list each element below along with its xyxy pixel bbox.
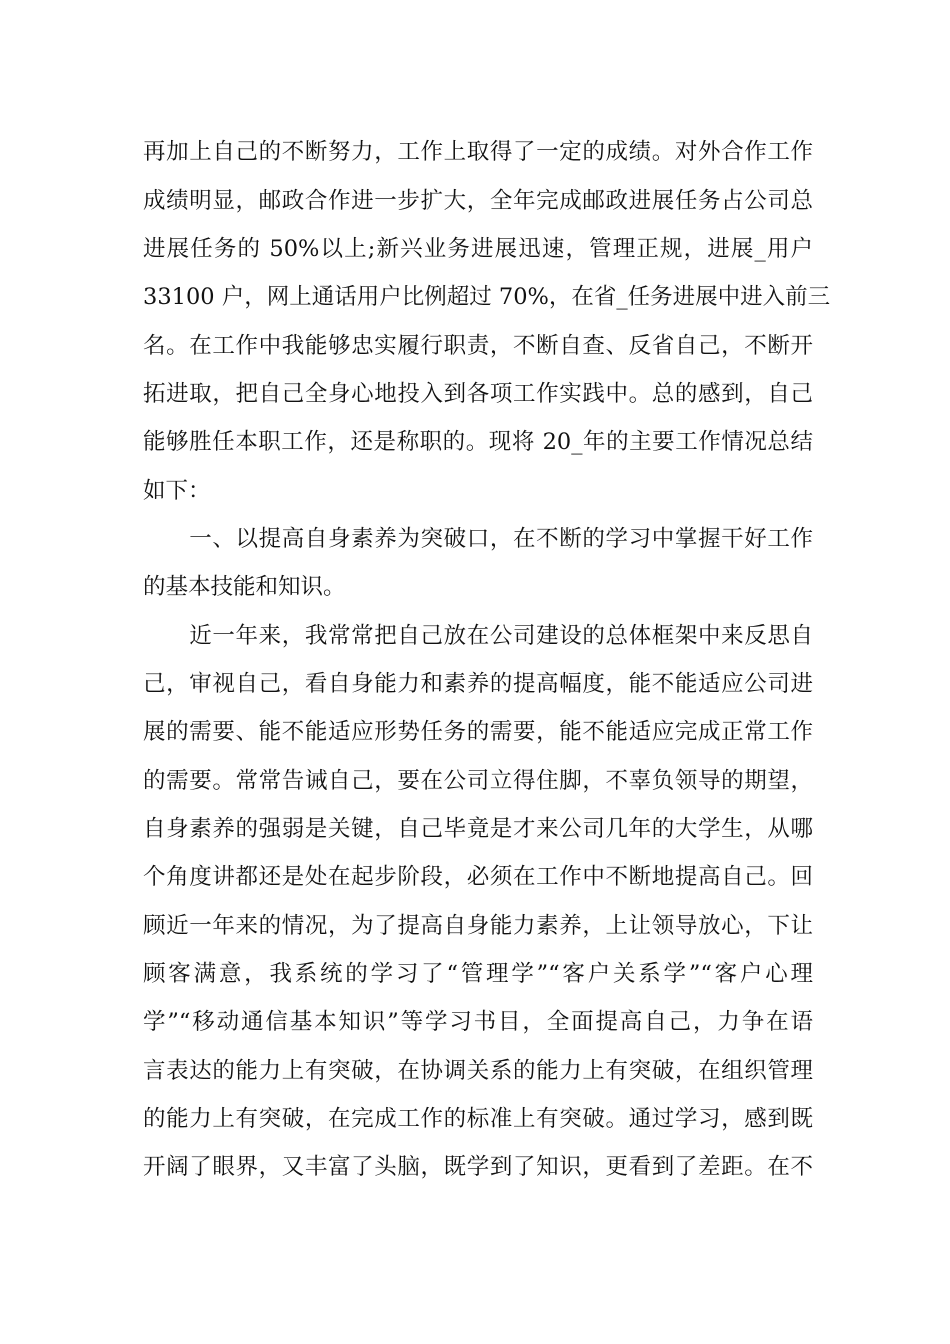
text-line-17: 顾近一年来的情况，为了提高自身能力素养，上让领导放心，下让 — [143, 913, 813, 939]
text-line-14: 的需要。常常告诫自己，要在公司立得住脚，不辜负领导的期望， — [143, 768, 813, 794]
text-line-11: 近一年来，我常常把自己放在公司建设的总体框架中来反思自 — [143, 623, 813, 649]
text-line-12: 己，审视自己，看自身能力和素养的提高幅度，能不能适应公司进 — [143, 671, 813, 697]
section-heading-line-2: 的基本技能和知识。 — [143, 574, 346, 600]
text-line-2: 成绩明显，邮政合作进一步扩大，全年完成邮政进展任务占公司总 — [143, 188, 813, 214]
text-line-1: 再加上自己的不断努力，工作上取得了一定的成绩。对外合作工作 — [143, 139, 813, 165]
text-line-16: 个角度讲都还是处在起步阶段，必须在工作中不断地提高自己。回 — [143, 864, 813, 890]
text-line-8: 如下： — [143, 478, 211, 504]
text-line-13: 展的需要、能不能适应形势任务的需要，能不能适应完成正常工作 — [143, 719, 813, 745]
text-line-3: 进展任务的 50%以上;新兴业务进展迅速，管理正规，进展_用户 — [143, 236, 813, 262]
text-line-21: 的能力上有突破，在完成工作的标准上有突破。通过学习，感到既 — [143, 1106, 813, 1132]
text-line-19: 学”“移动通信基本知识”等学习书目，全面提高自己，力争在语 — [143, 1009, 813, 1035]
text-line-15: 自身素养的强弱是关键，自己毕竟是才来公司几年的大学生，从哪 — [143, 816, 813, 842]
text-line-7: 能够胜任本职工作，还是称职的。现将 20_年的主要工作情况总结 — [143, 429, 813, 455]
text-line-22: 开阔了眼界，又丰富了头脑，既学到了知识，更看到了差距。在不 — [143, 1154, 813, 1180]
text-line-18: 顾客满意，我系统的学习了“管理学”“客户关系学”“客户心理 — [143, 961, 813, 987]
text-line-5: 名。在工作中我能够忠实履行职责，不断自查、反省自己，不断开 — [143, 333, 813, 359]
section-heading-line-1: 一、以提高自身素养为突破口，在不断的学习中掌握干好工作 — [143, 526, 813, 552]
text-line-6: 拓进取，把自己全身心地投入到各项工作实践中。总的感到，自己 — [143, 381, 813, 407]
text-line-20: 言表达的能力上有突破，在协调关系的能力上有突破，在组织管理 — [143, 1058, 813, 1084]
text-line-4: 33100 户，网上通话用户比例超过 70%，在省_任务进展中进入前三 — [143, 284, 831, 310]
